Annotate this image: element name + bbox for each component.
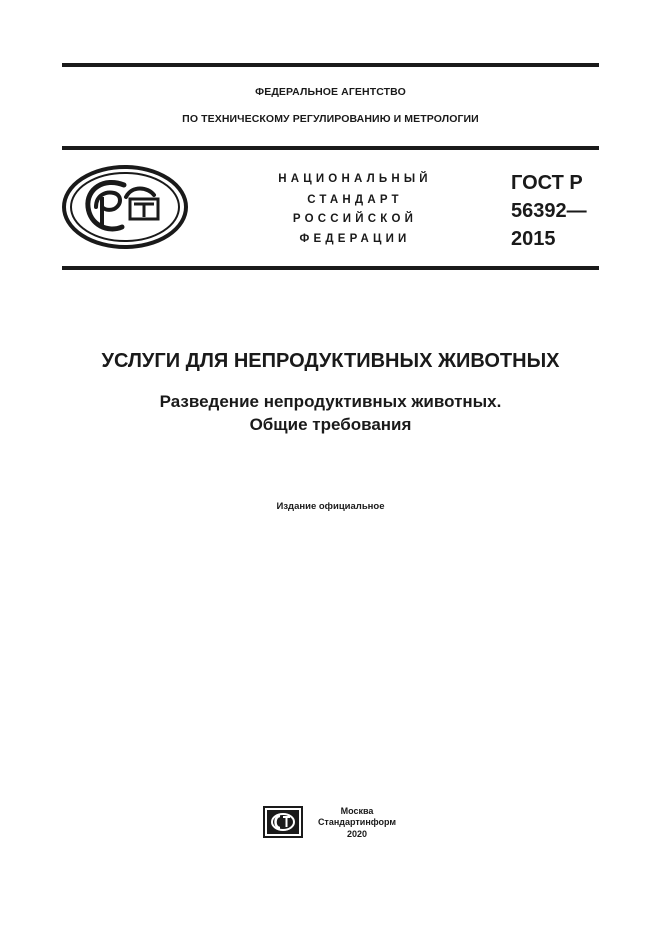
standard-designation-line2: 56392— [511,200,587,222]
document-subtitle-line2: Общие требования [249,415,412,434]
top-divider [62,63,599,67]
gost-r-logo-icon [62,165,188,249]
standartinform-logo-icon [263,806,303,838]
agency-name-line2: ПО ТЕХНИЧЕСКОМУ РЕГУЛИРОВАНИЮ И МЕТРОЛОГИИ [182,113,479,125]
standard-designation-line3: 2015 [511,228,556,250]
document-title: УСЛУГИ ДЛЯ НЕПРОДУКТИВНЫХ ЖИВОТНЫХ [101,350,560,372]
edition-note: Издание официальное [276,501,385,512]
national-standard-line2: СТАНДАРТ [307,194,403,206]
standard-designation-line1: ГОСТ Р [511,172,583,194]
publisher-city: Москва [340,806,374,816]
publication-year: 2020 [346,829,368,839]
bottom-divider [62,266,599,270]
document-subtitle-line1: Разведение непродуктивных животных. [159,392,502,411]
national-standard-line4: ФЕДЕРАЦИИ [299,233,411,245]
national-standard-line1: НАЦИОНАЛЬНЫЙ [278,173,432,185]
middle-divider [62,146,599,150]
national-standard-line3: РОССИЙСКОЙ [292,213,418,225]
publisher-name: Стандартинформ [317,817,397,827]
agency-name-line1: ФЕДЕРАЛЬНОЕ АГЕНТСТВО [255,86,406,98]
